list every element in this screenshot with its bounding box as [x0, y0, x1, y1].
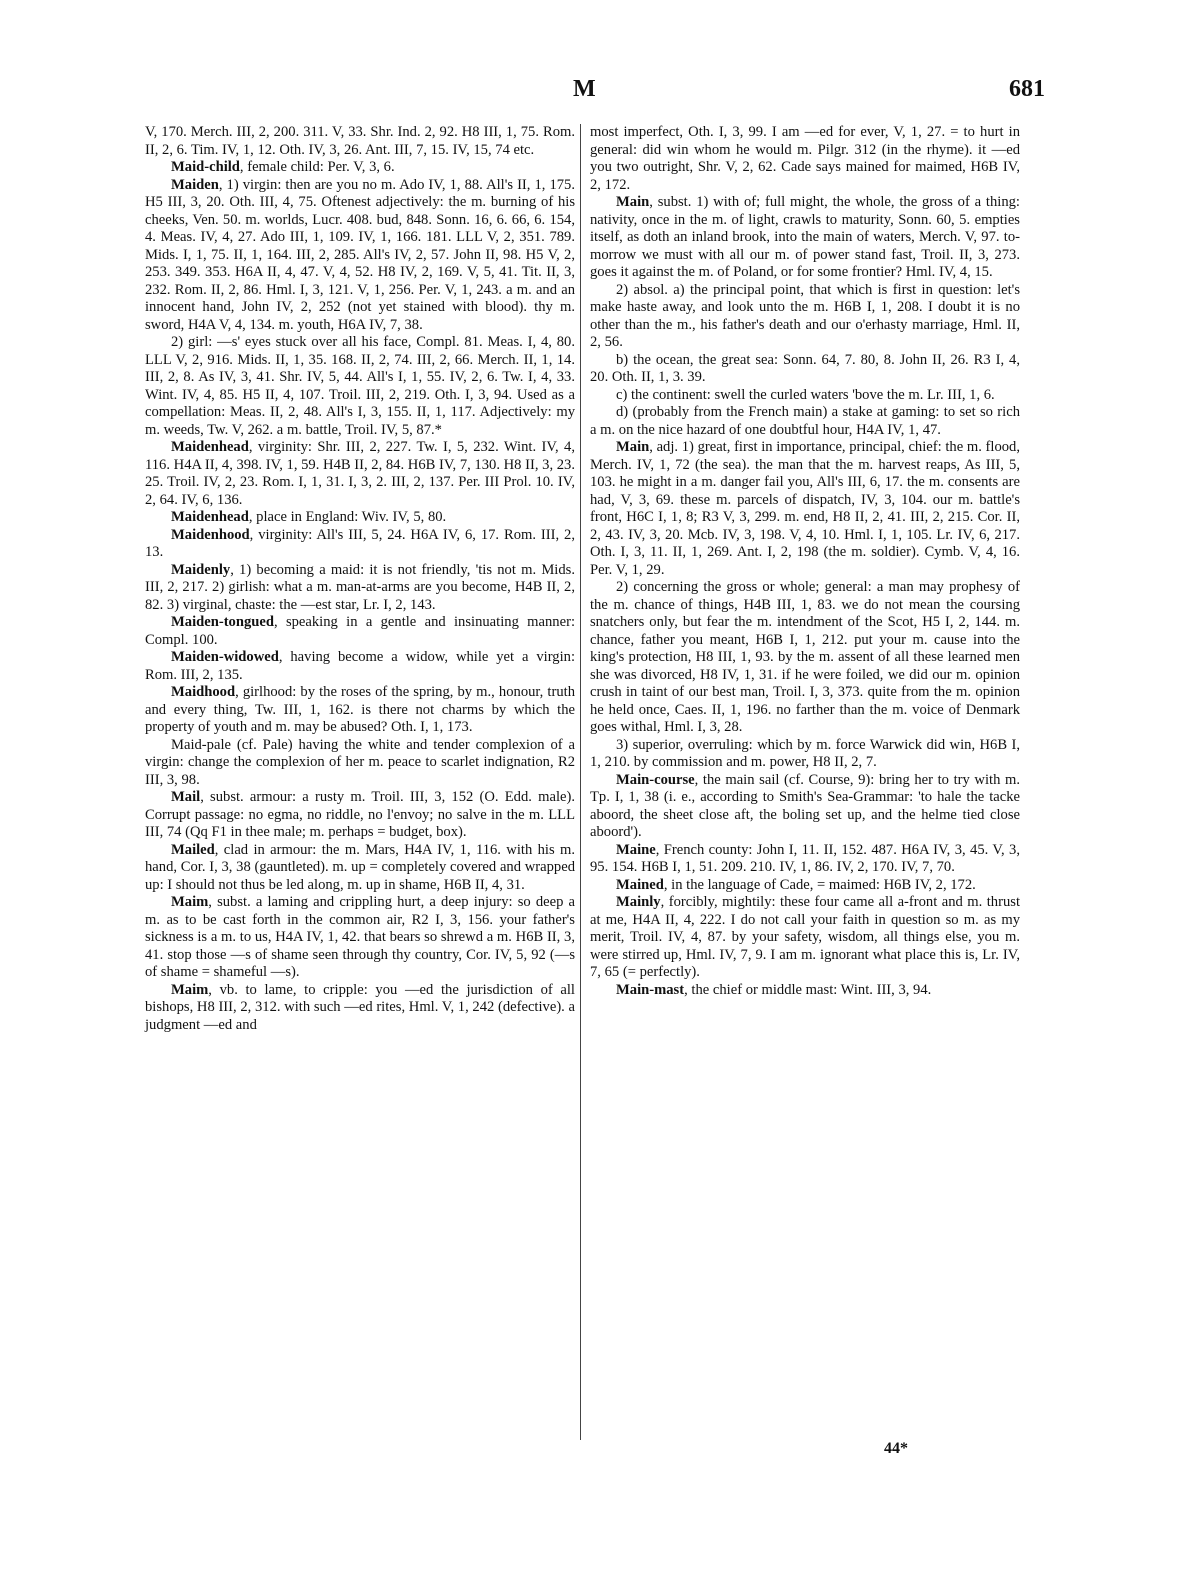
- headword: Maidenhead: [171, 439, 249, 455]
- headword: Mained: [616, 876, 664, 893]
- right-column: [590, 124, 1020, 999]
- headword: Main: [616, 439, 650, 455]
- entry-mained: Mained, in the language of Cade, = maimed: H6B IV, 2, 172.: [616, 876, 976, 893]
- entry-mailed: Mailed, clad in armour: the m. Mars, H4A IV, 1, 116. with his m. hand, Cor. I, 3, 38 (gauntleted). m. up = completely covered and wrapped up: I should not thus be led along, m. up in shame, H6B II, 4, 31.: [145, 841, 575, 893]
- entry-maiden-girl: 2) girl: —s' eyes stuck over all his face, Compl. 81. Meas. I, 4, 80. LLL V, 2, 916. Mids. II, 1, 35. 168. II, 2, 74. III, 2, 66. Merch. II, 1, 14. III, 2, 8. As IV, 3, 41. Shr. IV, 5, 44. All's I, 1, 55. IV, 2, 6. Tw. I, 4, 33. Wint. IV, 4, 85. H5 II, 4, 107. Troil. III, 2, 219. Oth. I, 3, 94. Used as a compellation: Meas. II, 2, 48. All's I, 3, 155. II, 1, 117. Adjectively: my m. weeds, Tw. V, 262. a m. battle, Troil. IV, 5, 87.*: [145, 334, 575, 438]
- entry-maim-vb: Maim, vb. to lame, to cripple: you —ed the jurisdiction of all bishops, H8 III, 2, 312. with such —ed rites, Hml. V, 1, 242 (defective). a judgment —ed and: [145, 981, 575, 1033]
- entry-main-adj-3: 3) superior, overruling: which by m. force Warwick did win, H6B I, 1, 210. by commission and m. power, H8 II, 2, 7.: [590, 736, 1020, 770]
- headword: Maine: [616, 841, 656, 858]
- entry-maiden-widowed: Maiden-widowed, having become a widow, while yet a virgin: Rom. III, 2, 135.: [145, 649, 575, 683]
- entry-maidenhood: Maidenhood, virginity: All's III, 5, 24. H6A IV, 6, 17. Rom. III, 2, 13.: [145, 526, 575, 560]
- column-divider: [580, 124, 581, 1440]
- left-column: [145, 124, 575, 1034]
- entry-main-subst-2a: 2) absol. a) the principal point, that which is first in question: let's make haste away, and look unto the m. H6B I, 1, 208. I doubt it is no other than the m., his father's death and our o'erhasty marriage, Hml. II, 2, 56.: [590, 281, 1020, 350]
- headword: Main-mast: [616, 981, 685, 998]
- entry-main-subst-2b: b) the ocean, the great sea: Sonn. 64, 7. 80, 8. John II, 26. R3 I, 4, 20. Oth. II, 1, 3. 39.: [590, 351, 1020, 385]
- entry-main-adj: Main, adj. 1) great, first in importance, principal, chief: the m. flood, Merch. IV, 1, 72 (the sea). the man that the m. harvest reaps, As III, 5, 103. he might in a m. danger fail you, All's III, 6, 17. the m. consents are had, V, 3, 69. these m. parcels of dispatch, IV, 3, 104. our m. battle's front, H6C I, 1, 8; R3 V, 3, 299. m. end, H8 II, 2, 41. III, 2, 215. Cor. II, 2, 43. IV, 3, 20. Mcb. IV, 3, 198. V, 4, 10. Hml. I, 1, 105. Lr. IV, 6, 217. Oth. I, 3, 11. II, 1, 269. Ant. I, 2, 198 (the m. soldier). Cymb. V, 4, 16. Per. V, 1, 29.: [590, 439, 1020, 578]
- headword: Maid-child: [171, 159, 240, 175]
- entry-maiden: Maiden, 1) virgin: then are you no m. Ado IV, 1, 88. All's II, 1, 175. H5 III, 3, 20. Oth. III, 4, 75. Oftenest adjectively: the m. burning of his cheeks, Ven. 50. m. worlds, Lucr. 408. bud, 848. Sonn. 16, 6. 66, 6. 154, 4. Meas. IV, 4, 27. Ado III, 1, 109. IV, 1, 166. 181. LLL V, 2, 351. 789. Mids. I, 1, 75. II, 1, 164. III, 2, 285. All's IV, 2, 57. John II, 98. H5 V, 2, 253. 349. 353. H6A II, 4, 47. V, 4, 52. H8 IV, 2, 169. V, 5, 41. Tit. II, 3, 232. Rom. II, 2, 86. Hml. I, 3, 121. V, 1, 256. Per. V, 1, 243. a m. and an innocent hand, John IV, 2, 252 (not yet stained with blood). thy m. sword, H4A V, 4, 134. m. youth, H6A IV, 7, 38.: [145, 176, 575, 333]
- entry-maidenly: Maidenly, 1) becoming a maid: it is not friendly, 'tis not m. Mids. III, 2, 217. 2) girlish: what a m. man-at-arms are you become, H4B II, 2, 82. 3) virginal, chaste: the —est star, Lr. I, 2, 143.: [145, 561, 575, 613]
- entry-maid-child: Maid-child, female child: Per. V, 3, 6.: [171, 159, 395, 175]
- headword: Maidhood: [171, 684, 236, 700]
- headword: Maiden-tongued: [171, 614, 274, 630]
- headword: Mainly: [616, 894, 661, 910]
- entry: most imperfect, Oth. I, 3, 99. I am —ed for ever, V, 1, 27. = to hurt in general: did win whom he would m. Pilgr. 312 (in the rhyme). it —ed you two outright, Shr. V, 2, 62. Cade says mained for maimed, H6B IV, 2, 172.: [590, 124, 1020, 193]
- headword: Maim: [171, 981, 209, 998]
- headword: Maidenhead: [171, 509, 249, 525]
- entry-main-course: Main-course, the main sail (cf. Course, 9): bring her to try with m. Tp. I, 1, 38 (i. e., according to Smith's Sea-Grammar: 'to hale the tacke aboord, the sheet close aft, the boling set up, and the helme tied close aboord').: [590, 771, 1020, 840]
- signature-mark: 44*: [884, 1440, 908, 1457]
- entry-maidhood: Maidhood, girlhood: by the roses of the spring, by m., honour, truth and every thing, Tw. III, 1, 162. is there not charms by which the property of youth and m. may be abused? Oth. I, 1, 173.: [145, 684, 575, 735]
- section-letter: M: [573, 76, 596, 102]
- entry-mainly: Mainly, forcibly, mightily: these four came all a-front and m. thrust at me, H4A II, 4, 222. I do not call your faith in question so m. as my merit, Troil. IV, 4, 87. by your safety, wisdom, all things else, you m. were stirred up, Hml. IV, 7, 9. I am m. ignorant what place this is, Lr. IV, 7, 65 (= perfectly).: [590, 894, 1020, 980]
- entry-main-subst: Main, subst. 1) with of; full might, the whole, the gross of a thing: nativity, once in the m. of light, crawls to maturity, Sonn. 60, 5. empties itself, as doth an inland brook, into the main of waters, Merch. V, 97. to-morrow we must with all our m. of power stand fast, Troil. II, 3, 273. goes it against the m. of Poland, or for some frontier? Hml. IV, 4, 15.: [590, 194, 1020, 280]
- entry-maim-subst: Maim, subst. a laming and crippling hurt, a deep injury: so deep a m. as to be cast forth in the common air, R2 I, 3, 156. your father's sickness is a m. to us, H4A IV, 1, 42. that bears so shrewd a m. H6B II, 3, 41. stop those —s of shame seen through thy country, Cor. IV, 5, 92 (—s of shame = shameful —s).: [145, 894, 575, 980]
- entry-main-subst-2c: c) the continent: swell the curled waters 'bove the m. Lr. III, 1, 6.: [616, 386, 995, 403]
- entry: V, 170. Merch. III, 2, 200. 311. V, 33. Shr. Ind. 2, 92. H8 III, 1, 75. Rom. II, 2, 6. Tim. IV, 1, 12. Oth. IV, 3, 26. Ant. III, 7, 15. IV, 15, 74 etc.: [145, 124, 575, 158]
- headword: Maiden-widowed: [171, 649, 279, 665]
- entry-maid-pale: Maid-pale (cf. Pale) having the white and tender complexion of a virgin: change the complexion of her m. peace to scarlet indignation, R2 III, 3, 98.: [145, 736, 575, 788]
- headword: Maim: [171, 894, 209, 910]
- page-number: 681: [1009, 76, 1045, 102]
- entry-maiden-tongued: Maiden-tongued, speaking in a gentle and insinuating manner: Compl. 100.: [145, 614, 575, 648]
- headword: Maiden: [171, 176, 219, 193]
- entry-main-mast: Main-mast, the chief or middle mast: Wint. III, 3, 94.: [616, 981, 932, 998]
- entry-mail: Mail, subst. armour: a rusty m. Troil. III, 3, 152 (O. Edd. male). Corrupt passage: no egma, no riddle, no l'envoy; no salve in the m. LLL III, 74 (Qq F1 in thee male; m. perhaps = budget, box).: [145, 789, 575, 840]
- entry-main-subst-2d: d) (probably from the French main) a stake at gaming: to set so rich a m. on the nice hazard of one doubtful hour, H4A IV, 1, 47.: [590, 404, 1020, 438]
- headword: Main-course: [616, 771, 695, 788]
- page-header: [145, 70, 1045, 110]
- entry-maidenhead-place: Maidenhead, place in England: Wiv. IV, 5, 80.: [171, 509, 447, 525]
- headword: Mailed: [171, 841, 215, 858]
- headword: Mail: [171, 789, 201, 805]
- entry-maidenhead: Maidenhead, virginity: Shr. III, 2, 227. Tw. I, 5, 232. Wint. IV, 4, 116. H4A II, 4, 398. IV, 1, 59. H4B II, 2, 84. H6B IV, 7, 130. H8 II, 3, 23. 25. Troil. IV, 2, 23. Rom. I, 1, 31. I, 3, 2. III, 2, 137. Per. III Prol. 10. IV, 2, 64. IV, 6, 136.: [145, 439, 575, 508]
- entry-maine: Maine, French county: John I, 11. II, 152. 487. H6A IV, 3, 45. V, 3, 95. 154. H6B I, 1, 51. 209. 210. IV, 1, 86. IV, 2, 170. IV, 7, 70.: [590, 841, 1020, 875]
- headword: Maidenly: [171, 561, 231, 578]
- entry-main-adj-2: 2) concerning the gross or whole; general: a man may prophesy of the m. chance of things, H4B III, 1, 83. we do not mean the coursing snatchers only, but fear the m. intendment of the Scot, H5 I, 2, 144. m. chance, father you meant, H6B I, 1, 212. put your m. cause into the king's protection, H8 III, 1, 93. by the m. assent of all these learned men she was divorced, H8 IV, 1, 31. if he were foiled, we did our m. opinion crush in taint of our best man, Troil. I, 3, 373. quite from the m. opinion he held once, Caes. II, 1, 196. no farther than the m. voice of Denmark goes withal, Hml. I, 3, 28.: [590, 579, 1020, 735]
- headword: Maidenhood: [171, 526, 250, 543]
- headword: Main: [616, 194, 650, 210]
